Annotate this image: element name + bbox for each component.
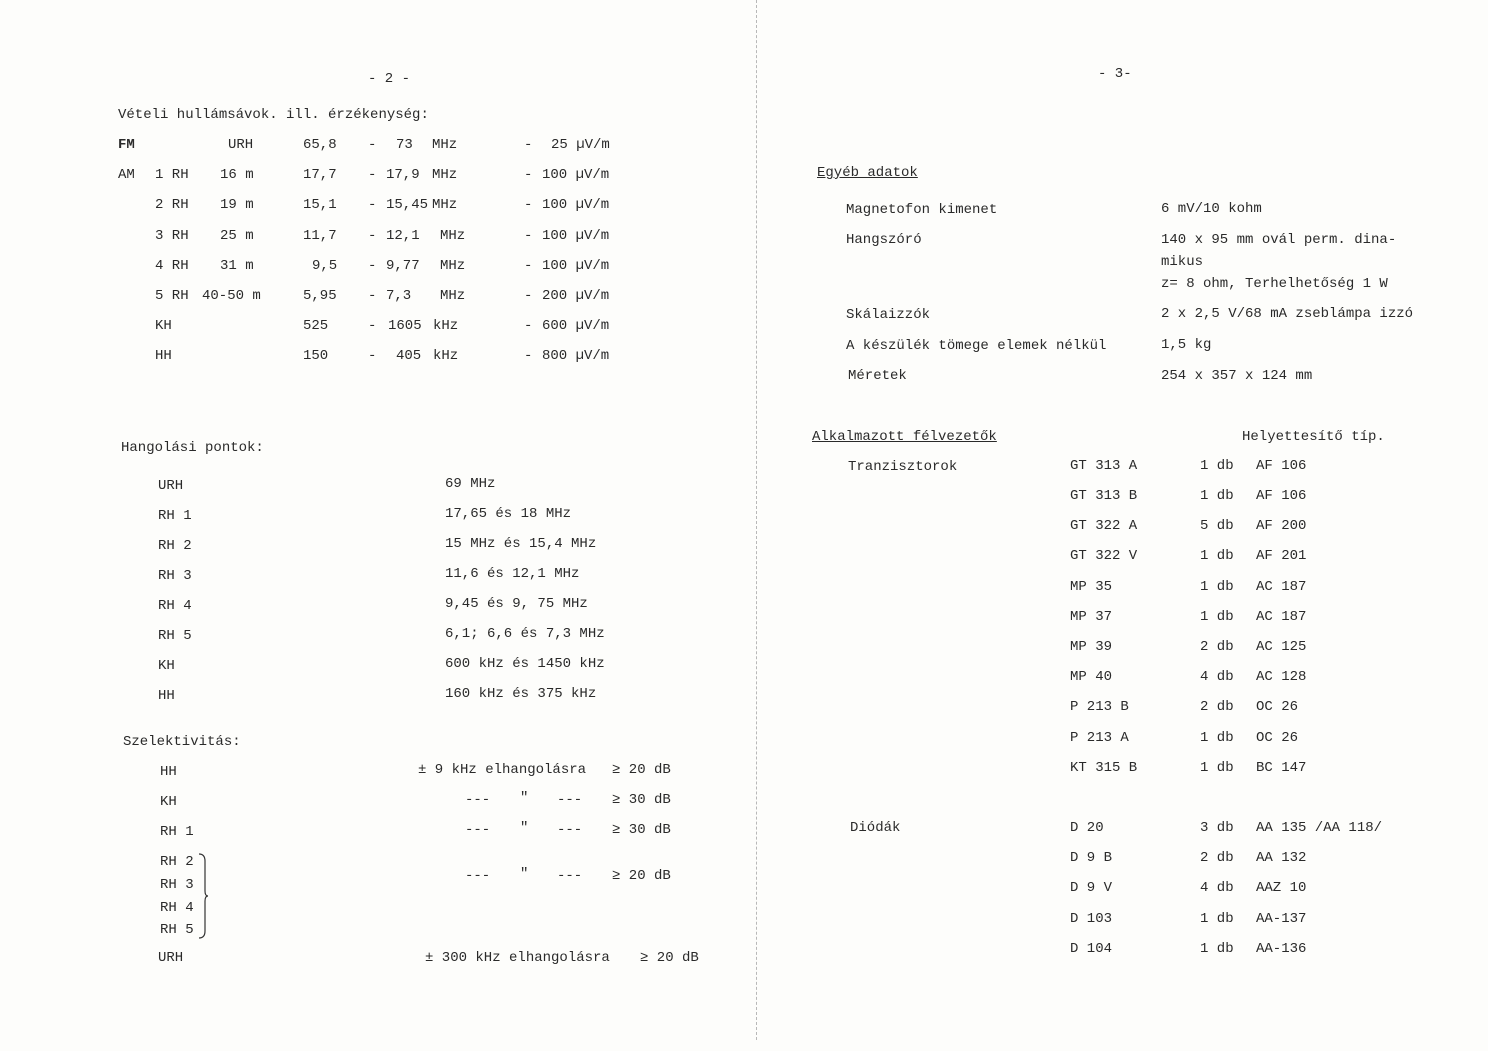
part-qty: 1 db [1200,730,1234,746]
part-substitute: AC 187 [1256,579,1307,595]
band-name: 5 RH [155,288,189,304]
page-number: - 3- [1098,66,1132,82]
sel-band: URH [158,950,184,966]
sel-band: RH 5 [160,922,194,938]
part-type: D 104 [1070,941,1113,957]
freq-to: 15,45 [386,197,429,213]
band-name: 4 RH [155,258,189,274]
selectivity-heading: Szelektivitás: [123,734,241,750]
part-type: MP 35 [1070,579,1113,595]
part-qty: 2 db [1200,850,1234,866]
sel-band: RH 1 [160,824,194,840]
sensitivity: 100 µV/m [542,167,610,183]
wavelength: 25 m [220,228,254,244]
right-page [756,0,1488,1051]
freq-unit: MHz [440,258,466,274]
part-substitute: OC 26 [1256,699,1299,715]
sensitivity: 100 µV/m [542,258,610,274]
sensitivity: 25 µV/m [551,137,610,153]
transistor-label: Tranzisztorok [848,459,958,475]
range-dash: - [368,137,377,153]
freq-to: 7,3 [386,288,412,304]
sens-dash: - [524,228,533,244]
sens-dash: - [524,137,533,153]
freq-unit: MHz [432,137,458,153]
part-type: D 103 [1070,911,1113,927]
spec-value: 2 x 2,5 V/68 mA zseblámpa izzó [1161,306,1414,322]
sel-band: HH [160,764,177,780]
sel-condition: ≥ 30 dB [612,792,671,808]
semiconductors-heading: Alkalmazott félvezetők [812,429,997,445]
part-substitute: AA-137 [1256,911,1307,927]
sens-dash: - [524,167,533,183]
ditto-dash: --- [557,868,583,884]
band-name: 2 RH [155,197,189,213]
spec-label: Hangszóró [846,232,922,248]
tuning-value: 600 kHz és 1450 kHz [445,656,605,672]
freq-from: 150 [303,348,329,364]
freq-to: 73 [396,137,413,153]
sel-band: RH 3 [160,877,194,893]
sensitivity: 200 µV/m [542,288,610,304]
wavelength: 40-50 m [202,288,261,304]
ditto-dash: --- [557,822,583,838]
freq-unit: kHz [433,318,459,334]
part-qty: 1 db [1200,941,1234,957]
part-substitute: AF 200 [1256,518,1307,534]
range-dash: - [368,258,377,274]
part-substitute: BC 147 [1256,760,1307,776]
freq-from: 5,95 [303,288,337,304]
tuning-value: 15 MHz és 15,4 MHz [445,536,597,552]
range-dash: - [368,348,377,364]
sel-condition: ≥ 20 dB [612,762,671,778]
part-type: GT 322 A [1070,518,1138,534]
part-type: MP 40 [1070,669,1113,685]
freq-unit: MHz [440,228,466,244]
part-qty: 3 db [1200,820,1234,836]
range-dash: - [368,197,377,213]
freq-to: 1605 [388,318,422,334]
ditto-dash: --- [465,822,491,838]
spec-label: Méretek [848,368,907,384]
part-substitute: AC 128 [1256,669,1307,685]
band-name: KH [155,318,172,334]
tuning-value: 6,1; 6,6 és 7,3 MHz [445,626,605,642]
sel-band: RH 4 [160,900,194,916]
freq-to: 12,1 [386,228,420,244]
sensitivity: 800 µV/m [542,348,610,364]
sensitivity: 100 µV/m [542,228,610,244]
part-type: D 9 V [1070,880,1113,896]
sel-band: RH 2 [160,854,194,870]
freq-to: 9,77 [386,258,420,274]
part-qty: 1 db [1200,488,1234,504]
part-substitute: AF 106 [1256,488,1307,504]
ditto-dash: --- [465,868,491,884]
tuning-value: 17,65 és 18 MHz [445,506,572,522]
tuning-band: RH 1 [158,508,192,524]
tuning-band: HH [158,688,175,704]
replacement-heading: Helyettesítő típ. [1242,429,1385,445]
part-qty: 4 db [1200,669,1234,685]
part-type: D 20 [1070,820,1104,836]
part-substitute: AAZ 10 [1256,880,1307,896]
part-qty: 1 db [1200,548,1234,564]
part-qty: 1 db [1200,579,1234,595]
part-substitute: AA 132 [1256,850,1307,866]
tuning-value: 69 MHz [445,476,496,492]
ditto-dash: --- [557,792,583,808]
freq-from: 9,5 [312,258,338,274]
tuning-heading: Hangolási pontok: [121,440,264,456]
band-name: 3 RH [155,228,189,244]
band-name: HH [155,348,172,364]
wavelength: 31 m [220,258,254,274]
part-qty: 1 db [1200,458,1234,474]
spec-value: 140 x 95 mm ovál perm. dina- [1161,232,1397,248]
sel-condition: ≥ 20 dB [640,950,699,966]
spec-value: 6 mV/10 kohm [1161,201,1262,217]
part-qty: 1 db [1200,760,1234,776]
part-substitute: AF 106 [1256,458,1307,474]
part-type: MP 39 [1070,639,1113,655]
spec-label: A készülék tömege elemek nélkül [846,338,1107,354]
part-substitute: AF 201 [1256,548,1307,564]
sel-band: KH [160,794,177,810]
band-name: URH [228,137,254,153]
range-dash: - [368,228,377,244]
range-dash: - [368,167,377,183]
reception-heading: Vételi hullámsávok. ill. érzékenység: [118,107,429,123]
group-brace [198,853,208,939]
freq-from: 15,1 [303,197,337,213]
sensitivity: 100 µV/m [542,197,610,213]
freq-to: 405 [396,348,422,364]
freq-from: 11,7 [303,228,337,244]
sens-dash: - [524,348,533,364]
band-group: AM [118,167,135,183]
sel-detune: ± 300 kHz elhangolásra [425,950,610,966]
page-number: - 2 - [368,71,411,87]
ditto-mark: " [520,790,529,806]
tuning-band: RH 5 [158,628,192,644]
sens-dash: - [524,288,533,304]
spec-value: mikus [1161,254,1204,270]
tuning-value: 160 kHz és 375 kHz [445,686,597,702]
sel-detune: ± 9 kHz elhangolásra [418,762,587,778]
freq-unit: MHz [432,167,458,183]
part-qty: 1 db [1200,609,1234,625]
spec-label: Magnetofon kimenet [846,202,998,218]
sensitivity: 600 µV/m [542,318,610,334]
part-type: MP 37 [1070,609,1113,625]
part-qty: 2 db [1200,639,1234,655]
wavelength: 16 m [220,167,254,183]
band-group: FM [118,137,135,153]
other-data-heading: Egyéb adatok [817,165,918,181]
tuning-band: RH 4 [158,598,192,614]
part-substitute: AA 135 /AA 118/ [1256,820,1383,836]
part-substitute: AC 125 [1256,639,1307,655]
sens-dash: - [524,197,533,213]
part-qty: 1 db [1200,911,1234,927]
part-type: KT 315 B [1070,760,1138,776]
tuning-band: URH [158,478,184,494]
part-type: D 9 B [1070,850,1113,866]
part-type: P 213 A [1070,730,1129,746]
freq-from: 17,7 [303,167,337,183]
part-type: GT 313 A [1070,458,1138,474]
spec-label: Skálaizzók [846,307,931,323]
part-qty: 4 db [1200,880,1234,896]
sens-dash: - [524,318,533,334]
part-type: GT 313 B [1070,488,1138,504]
spec-value: 1,5 kg [1161,337,1212,353]
freq-from: 525 [303,318,329,334]
spec-value: 254 x 357 x 124 mm [1161,368,1313,384]
spec-value: z= 8 ohm, Terhelhetőség 1 W [1161,276,1388,292]
ditto-mark: " [520,866,529,882]
part-substitute: AC 187 [1256,609,1307,625]
range-dash: - [368,318,377,334]
part-qty: 5 db [1200,518,1234,534]
ditto-mark: " [520,820,529,836]
part-type: GT 322 V [1070,548,1138,564]
tuning-value: 11,6 és 12,1 MHz [445,566,580,582]
freq-unit: MHz [432,197,458,213]
freq-unit: kHz [433,348,459,364]
ditto-dash: --- [465,792,491,808]
part-substitute: OC 26 [1256,730,1299,746]
sens-dash: - [524,258,533,274]
freq-from: 65,8 [303,137,337,153]
freq-unit: MHz [440,288,466,304]
tuning-value: 9,45 és 9, 75 MHz [445,596,588,612]
range-dash: - [368,288,377,304]
tuning-band: KH [158,658,175,674]
band-name: 1 RH [155,167,189,183]
tuning-band: RH 3 [158,568,192,584]
sel-condition: ≥ 30 dB [612,822,671,838]
part-substitute: AA-136 [1256,941,1307,957]
part-qty: 2 db [1200,699,1234,715]
freq-to: 17,9 [386,167,420,183]
part-type: P 213 B [1070,699,1129,715]
diode-label: Diódák [850,820,901,836]
sel-condition: ≥ 20 dB [612,868,671,884]
wavelength: 19 m [220,197,254,213]
tuning-band: RH 2 [158,538,192,554]
